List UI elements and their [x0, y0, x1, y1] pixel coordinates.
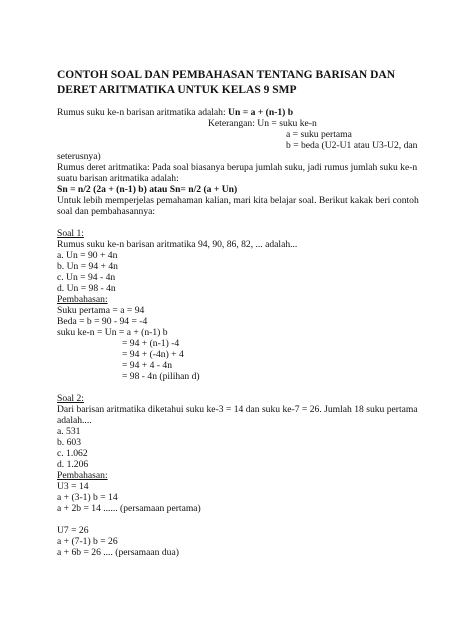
soal-2-question-1: Dari barisan aritmatika diketahui suku ke-3 = 14 dan suku ke-7 = 26. Jumlah 18 suku pertama: [57, 404, 418, 415]
formula-un: Un = a + (n-1) b: [228, 107, 294, 118]
soal-2-step: a + (7-1) b = 26: [57, 536, 118, 547]
soal-1-pembahasan-heading: Pembahasan:: [57, 294, 108, 305]
keterangan-a: a = suku pertama: [286, 129, 352, 140]
deret-text-1: Rumus deret aritmatika: Pada soal biasanya berupa jumlah suku, jadi rumus jumlah suku ke-n: [57, 162, 418, 173]
keterangan-b-cont: seterusnya): [57, 151, 101, 162]
soal-2-option-c: c. 1.062: [57, 448, 88, 459]
soal-1-question: Rumus suku ke-n barisan aritmatika 94, 90, 86, 82, ... adalah...: [57, 239, 298, 250]
soal-1-step: = 94 + 4 - 4n: [122, 360, 172, 371]
soal-1-step: Suku pertama = a = 94: [57, 305, 145, 316]
soal-2-question-2: adalah....: [57, 415, 92, 426]
soal-1-option-d: d. Un = 98 - 4n: [57, 283, 116, 294]
soal-1-option-b: b. Un = 94 + 4n: [57, 261, 118, 272]
soal-1-heading: Soal 1:: [57, 228, 84, 239]
soal-1-step: = 94 + (-4n) + 4: [122, 349, 184, 360]
soal-2-step: U7 = 26: [57, 525, 89, 536]
soal-2-option-a: a. 531: [57, 426, 81, 437]
document-title: CONTOH SOAL DAN PEMBAHASAN TENTANG BARISAN DAN DERET ARITMATIKA UNTUK KELAS 9 SMP: [57, 69, 396, 96]
soal-2-step: a + (3-1) b = 14: [57, 492, 118, 503]
soal-2-step: a + 6b = 26 .... (persamaan dua): [57, 547, 179, 558]
deret-formula: Sn = n/2 (2a + (n-1) b) atau Sn= n/2 (a + Un): [57, 184, 238, 195]
soal-2-heading: Soal 2:: [57, 393, 84, 404]
formula-text: Rumus suku ke-n barisan aritmatika adalah:: [57, 107, 229, 118]
keterangan-line: Keterangan: Un = suku ke-n: [208, 118, 317, 129]
soal-1-option-a: a. Un = 90 + 4n: [57, 250, 118, 261]
soal-1-step: = 98 - 4n (pilihan d): [122, 371, 200, 382]
deret-text-2: suatu barisan aritmatika adalah:: [57, 173, 179, 184]
soal-1-step: Beda = b = 90 - 94 = -4: [57, 316, 148, 327]
soal-2-option-d: d. 1.206: [57, 459, 89, 470]
keterangan-b: b = beda (U2-U1 atau U3-U2, dan: [286, 140, 418, 151]
soal-2-step: U3 = 14: [57, 481, 89, 492]
soal-2-pembahasan-heading: Pembahasan:: [57, 470, 108, 481]
soal-1-option-c: c. Un = 94 - 4n: [57, 272, 116, 283]
closing-text-2: soal dan pembahasannya:: [57, 206, 156, 217]
soal-2-step: a + 2b = 14 ...... (persamaan pertama): [57, 503, 201, 514]
closing-text-1: Untuk lebih memperjelas pemahaman kalian, mari kita belajar soal. Berikut kakak beri contoh: [57, 195, 419, 206]
soal-1-step: suku ke-n = Un = a + (n-1) b: [57, 327, 168, 338]
soal-2-option-b: b. 603: [57, 437, 81, 448]
soal-1-step: = 94 + (n-1) -4: [122, 338, 180, 349]
formula-line: [57, 107, 293, 118]
